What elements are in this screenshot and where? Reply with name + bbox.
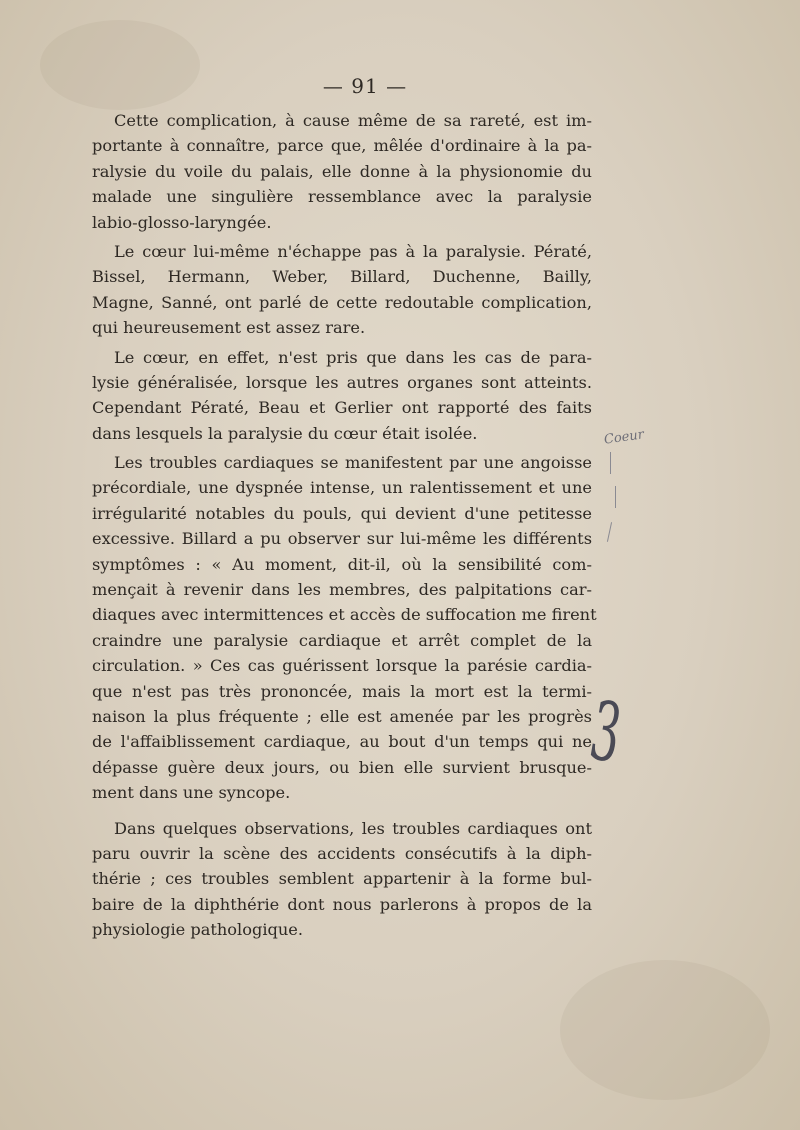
text-line: symptômes : « Au moment, dit-il, où la sensibilité com-: [92, 554, 592, 574]
margin-annotation-mark: [607, 522, 612, 542]
paragraph: [92, 450, 597, 805]
text-line: dépasse guère deux jours, ou bien elle survient brusque-: [92, 757, 592, 777]
paragraph: [92, 345, 592, 447]
margin-annotation-number: 3: [588, 683, 623, 783]
margin-annotation-mark: [615, 486, 616, 508]
margin-annotation-mark: [610, 452, 611, 474]
paragraph: [92, 108, 592, 235]
text-line: Le cœur, en effet, n'est pris que dans les cas de para-: [114, 347, 592, 367]
text-line: thérie ; ces troubles semblent appartenir à la forme bul-: [92, 869, 592, 889]
text-line: diaques avec intermittences et accès de suffocation me firent: [92, 605, 597, 625]
text-line: dans lesquels la paralysie du cœur était isolée.: [92, 423, 478, 443]
text-line: malade une singulière ressemblance avec la paralysie: [92, 187, 592, 207]
text-line: naison la plus fréquente ; elle est amenée par les progrès: [92, 706, 592, 726]
text-line: portante à connaître, parce que, mêlée d'ordinaire à la pa-: [92, 136, 592, 156]
text-line: craindre une paralysie cardiaque et arrêt complet de la: [92, 630, 592, 650]
text-line: circulation. » Ces cas guérissent lorsque la parésie cardia-: [92, 656, 592, 676]
text-line: Le cœur lui-même n'échappe pas à la paralysie. Pératé,: [114, 241, 592, 261]
text-line: Les troubles cardiaques se manifestent par une angoisse: [114, 453, 592, 473]
text-line: mençait à revenir dans les membres, des palpitations car-: [92, 580, 592, 600]
text-line: paru ouvrir la scène des accidents consécutifs à la diph-: [92, 843, 592, 863]
text-line: précordiale, une dyspnée intense, un ralentissement et une: [92, 478, 592, 498]
text-line: Cependant Pératé, Beau et Gerlier ont rapporté des faits: [92, 398, 592, 418]
text-line: ment dans une syncope.: [92, 783, 291, 803]
text-line: excessive. Billard a pu observer sur lui-même les différents: [92, 529, 592, 549]
paragraph: [92, 816, 592, 943]
text-line: Magne, Sanné, ont parlé de cette redoutable complication,: [92, 292, 592, 312]
paragraph: [92, 239, 592, 341]
body-text: [92, 108, 597, 943]
text-line: irrégularité notables du pouls, qui devient d'une petitesse: [92, 503, 592, 523]
paper-stain: [560, 960, 770, 1100]
text-line: Cette complication, à cause même de sa rareté, est im-: [114, 111, 592, 130]
text-line: physiologie pathologique.: [92, 920, 304, 940]
text-line: baire de la diphthérie dont nous parlerons à propos de la: [92, 894, 592, 914]
text-line: labio-glosso-laryngée.: [92, 212, 272, 232]
text-line: Bissel, Hermann, Weber, Billard, Duchenne, Bailly,: [92, 267, 592, 287]
text-line: ralysie du voile du palais, elle donne à la physionomie du: [92, 161, 592, 181]
text-line: Dans quelques observations, les troubles cardiaques ont: [114, 818, 592, 838]
text-line: de l'affaiblissement cardiaque, au bout d'un temps qui ne: [92, 732, 592, 752]
text-line: qui heureusement est assez rare.: [92, 318, 366, 338]
text-line: lysie généralisée, lorsque les autres organes sont atteints.: [92, 372, 592, 392]
text-line: que n'est pas très prononcée, mais la mort est la termi-: [92, 681, 592, 701]
margin-annotation-word: Coeur: [603, 427, 645, 448]
page-number: — 91 —: [322, 74, 408, 98]
